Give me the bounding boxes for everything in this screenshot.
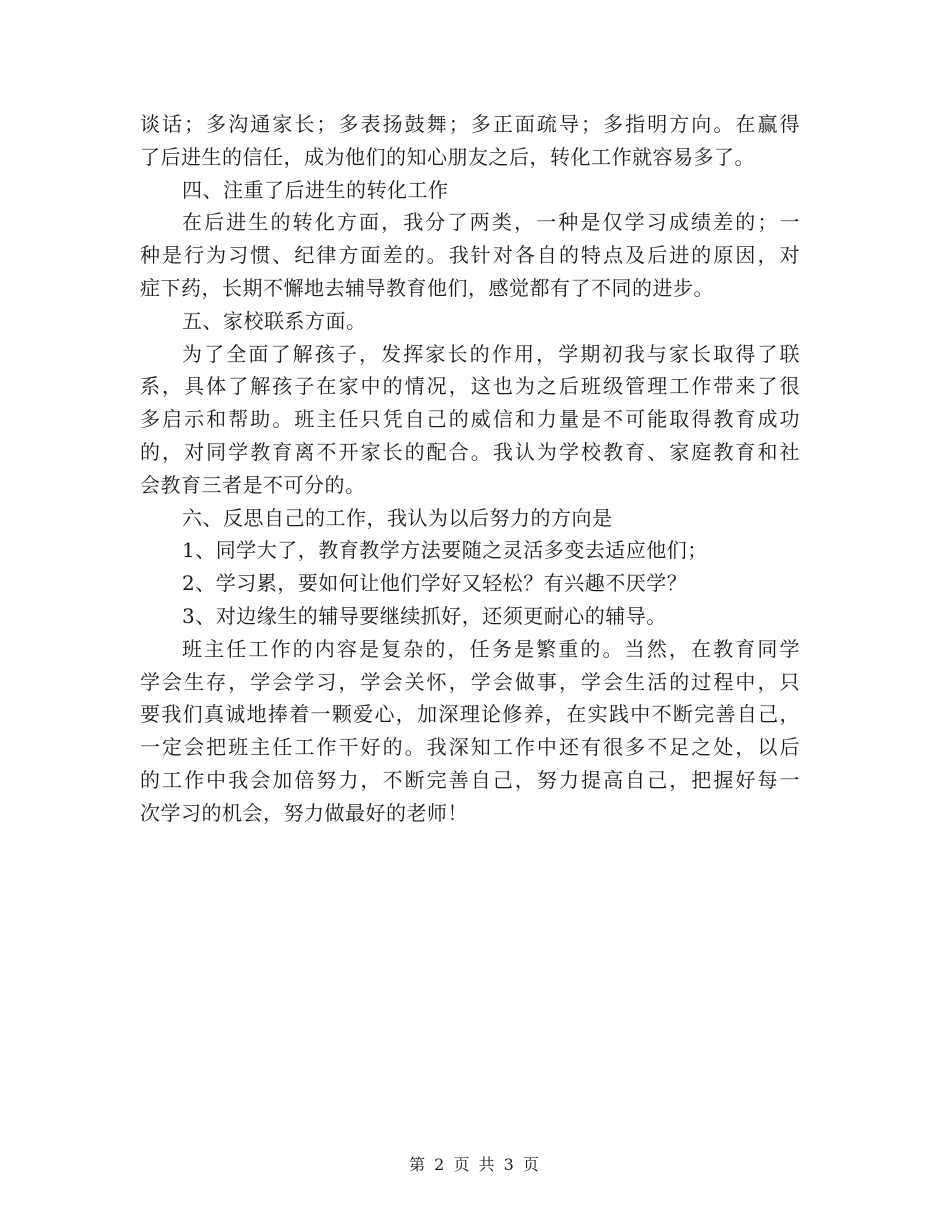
text-line: 了后进生的信任，成为他们的知心朋友之后，转化工作就容易多了。 xyxy=(140,144,755,169)
text-line: 次学习的机会，努力做最好的老师！ xyxy=(140,800,468,825)
text-line: 一定会把班主任工作干好的。我深知工作中还有很多不足之处，以后 xyxy=(140,735,800,760)
text-line: 的，对同学教育离不开家长的配合。我认为学校教育、家庭教育和社 xyxy=(140,439,800,464)
list-item: 2、学习累，要如何让他们学好又轻松？有兴趣不厌学？ xyxy=(182,571,688,596)
text-line: 种是行为习惯、纪律方面差的。我针对各自的特点及后进的原因，对 xyxy=(140,243,800,268)
text-line: 会教育三者是不可分的。 xyxy=(140,472,366,497)
text-line: 的工作中我会加倍努力，不断完善自己，努力提高自己，把握好每一 xyxy=(140,767,800,792)
list-item: 3、对边缘生的辅导要继续抓好，还须更耐心的辅导。 xyxy=(182,603,667,628)
text-line: 班主任工作的内容是复杂的，任务是繁重的。当然，在教育同学 xyxy=(182,636,800,661)
section-heading: 六、反思自己的工作，我认为以后努力的方向是 xyxy=(182,505,613,530)
list-item: 1、同学大了，教育教学方法要随之灵活多变去适应他们； xyxy=(182,538,708,563)
section-heading: 五、家校联系方面。 xyxy=(182,308,367,333)
text-line: 为了全面了解孩子，发挥家长的作用，学期初我与家长取得了联 xyxy=(182,341,800,366)
body-text xyxy=(140,108,800,830)
page-number-footer: 第 2 页 共 3 页 xyxy=(409,1155,541,1174)
text-line: 要我们真诚地捧着一颗爱心，加深理论修养，在实践中不断完善自己， xyxy=(140,702,800,727)
text-line: 系，具体了解孩子在家中的情况，这也为之后班级管理工作带来了很 xyxy=(140,374,800,399)
text-line: 在后进生的转化方面，我分了两类，一种是仅学习成绩差的；一 xyxy=(182,210,800,235)
text-line: 多启示和帮助。班主任只凭自己的威信和力量是不可能取得教育成功 xyxy=(140,407,800,432)
section-heading: 四、注重了后进生的转化工作 xyxy=(182,177,449,202)
text-line: 谈话；多沟通家长；多表扬鼓舞；多正面疏导；多指明方向。在赢得 xyxy=(140,112,800,136)
text-line: 症下药，长期不懈地去辅导教育他们，感觉都有了不同的进步。 xyxy=(140,275,714,300)
text-line: 学会生存，学会学习，学会关怀，学会做事，学会生活的过程中，只 xyxy=(140,669,800,694)
